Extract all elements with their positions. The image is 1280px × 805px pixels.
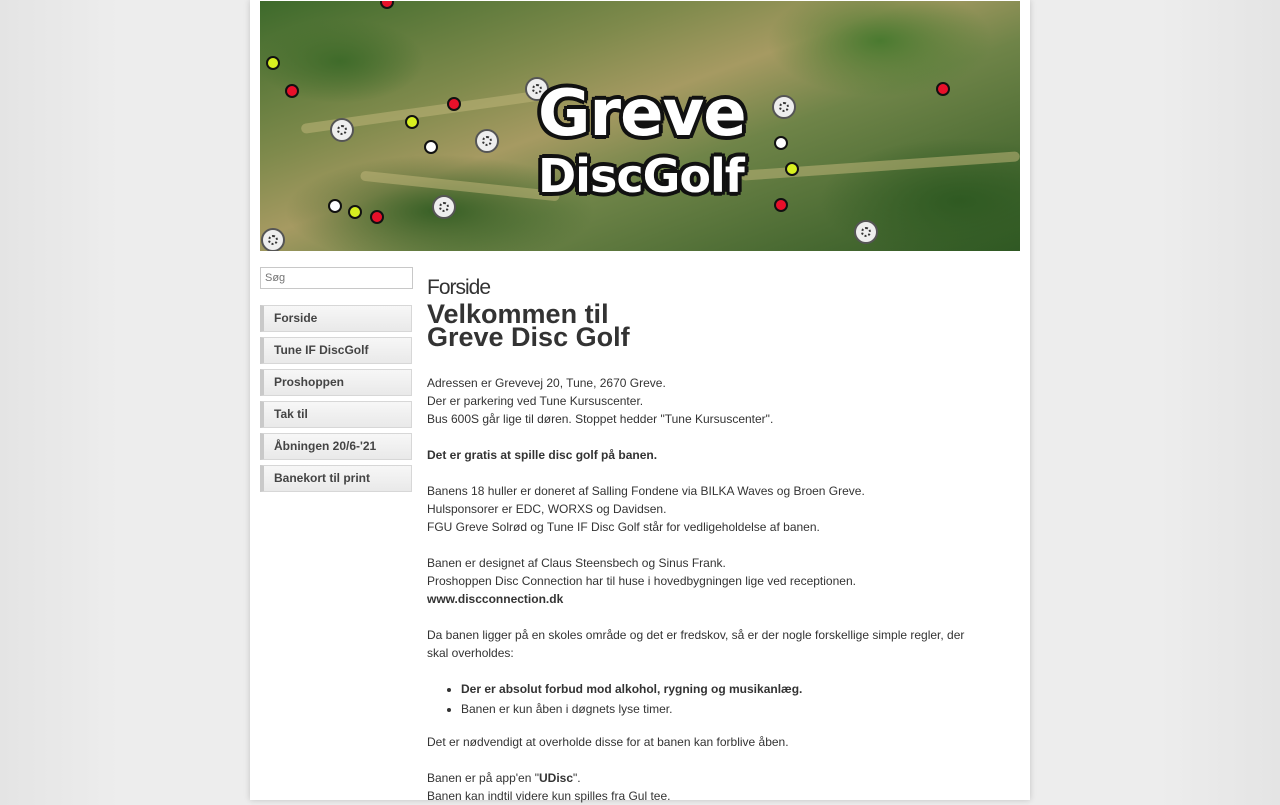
rule-item bbox=[461, 700, 987, 718]
tee-marker-yellow bbox=[348, 205, 362, 219]
tee-marker-red bbox=[774, 198, 788, 212]
nav-item-banekort[interactable]: Banekort til print bbox=[260, 465, 412, 492]
logo-line-1: Greve bbox=[538, 77, 746, 151]
address-line: Adressen er Grevevej 20, Tune, 2670 Greve. bbox=[427, 376, 666, 390]
tee-marker-white bbox=[424, 140, 438, 154]
nav-item-tak-til[interactable]: Tak til bbox=[260, 401, 412, 428]
app-prefix: Banen er på app'en " bbox=[427, 771, 539, 785]
app-suffix: ". bbox=[573, 771, 581, 785]
sidebar-nav bbox=[260, 305, 412, 497]
basket-icon bbox=[772, 95, 796, 119]
rules-intro: Da banen ligger på en skoles område og det er fredskov, så er der nogle forskellige simple regler, der skal overholdes: bbox=[427, 628, 965, 660]
tee-marker-red bbox=[447, 97, 461, 111]
design-line: Banen er designet af Claus Steensbech og Sinus Frank. bbox=[427, 556, 726, 570]
tee-note: Banen kan indtil videre kun spilles fra Gul tee. bbox=[427, 789, 671, 803]
tee-marker-red bbox=[936, 82, 950, 96]
welcome-heading-line1: Velkommen til bbox=[427, 299, 609, 329]
address-paragraph bbox=[427, 374, 987, 428]
nav-item-forside[interactable]: Forside bbox=[260, 305, 412, 332]
logo-line-2: DiscGolf bbox=[538, 149, 744, 203]
design-paragraph bbox=[427, 554, 987, 608]
tee-marker-yellow bbox=[266, 56, 280, 70]
nav-item-tune-if-discgolf[interactable]: Tune IF DiscGolf bbox=[260, 337, 412, 364]
free-paragraph bbox=[427, 446, 987, 464]
welcome-heading bbox=[427, 299, 987, 352]
header-banner-map bbox=[260, 1, 1020, 251]
page-title: Forside bbox=[427, 276, 491, 299]
tee-marker-white bbox=[328, 199, 342, 213]
nav-item-aabningen[interactable]: Åbningen 20/6-'21 bbox=[260, 433, 412, 460]
necessary-paragraph: Det er nødvendigt at overholde disse for at banen kan forblive åben. bbox=[427, 735, 789, 749]
tee-marker-red bbox=[370, 210, 384, 224]
rules-list bbox=[427, 680, 987, 718]
tee-marker-white bbox=[774, 136, 788, 150]
tee-marker-red bbox=[285, 84, 299, 98]
tee-marker-red bbox=[380, 1, 394, 9]
sponsor-line: Banens 18 huller er doneret af Salling Fondene via BILKA Waves og Broen Greve. bbox=[427, 484, 865, 498]
parking-line: Der er parkering ved Tune Kursuscenter. bbox=[427, 394, 644, 408]
page-container bbox=[250, 0, 1030, 803]
sponsors-paragraph bbox=[427, 482, 987, 536]
rule-text: Banen er kun åben i døgnets lyse timer. bbox=[461, 702, 673, 716]
free-text: Det er gratis at spille disc golf på banen. bbox=[427, 448, 658, 462]
discconnection-link[interactable]: www.discconnection.dk bbox=[427, 592, 564, 606]
proshop-line: Proshoppen Disc Connection har til huse i hovedbygningen lige ved receptionen. bbox=[427, 574, 856, 588]
welcome-heading-line2: Greve Disc Golf bbox=[427, 322, 630, 352]
app-name: UDisc bbox=[538, 771, 573, 785]
rule-text: Der er absolut forbud mod alkohol, rygning og musikanlæg. bbox=[461, 682, 803, 696]
rule-item bbox=[461, 680, 987, 698]
basket-icon bbox=[475, 129, 499, 153]
sponsor-line: Hulsponsorer er EDC, WORXS og Davidsen. bbox=[427, 502, 667, 516]
basket-icon bbox=[330, 118, 354, 142]
site-logo[interactable] bbox=[538, 77, 746, 203]
tee-marker-yellow bbox=[405, 115, 419, 129]
basket-icon bbox=[432, 195, 456, 219]
basket-icon bbox=[854, 220, 878, 244]
main-content bbox=[427, 276, 987, 805]
sponsor-line: FGU Greve Solrød og Tune IF Disc Golf står for vedligeholdelse af banen. bbox=[427, 520, 820, 534]
tee-marker-yellow bbox=[785, 162, 799, 176]
search-input[interactable] bbox=[260, 267, 413, 289]
basket-icon bbox=[261, 228, 285, 251]
bus-line: Bus 600S går lige til døren. Stoppet hedder "Tune Kursuscenter". bbox=[427, 412, 774, 426]
nav-item-proshoppen[interactable]: Proshoppen bbox=[260, 369, 412, 396]
